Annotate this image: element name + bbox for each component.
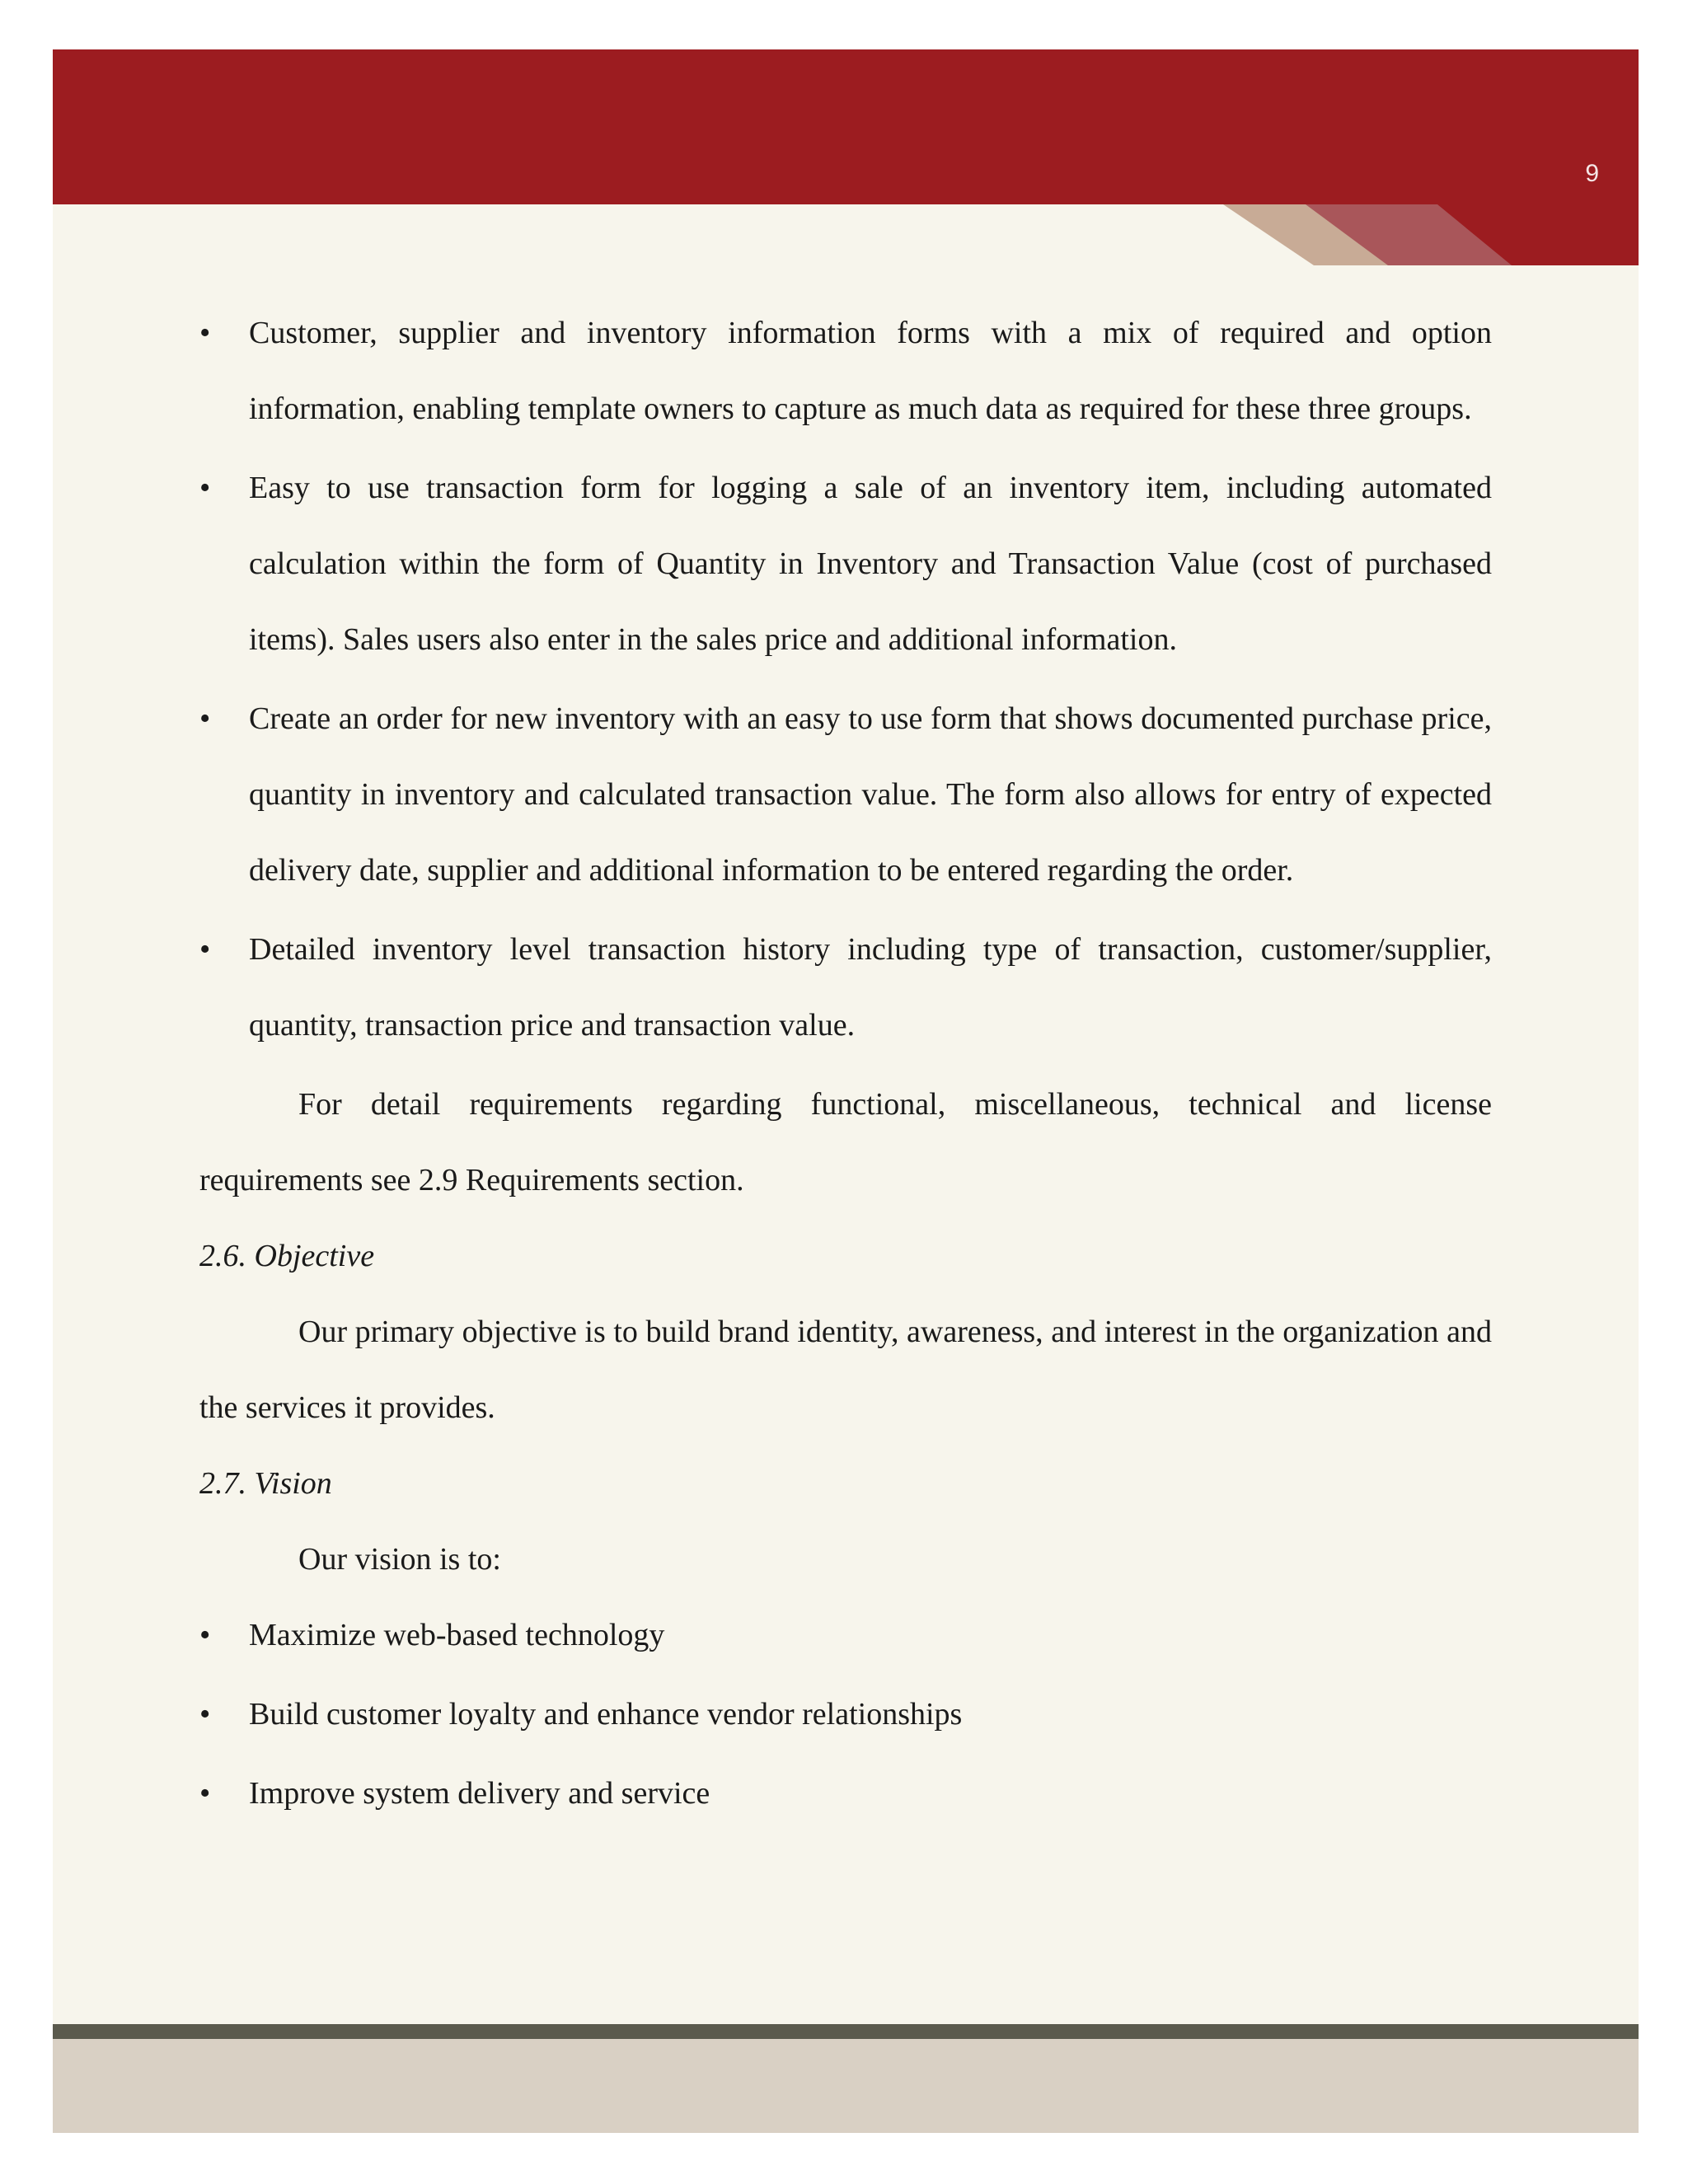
requirements-paragraph: For detail requirements regarding functional, miscellaneous, technical and license requirements see 2.9 Requirements section. bbox=[199, 1087, 1492, 1197]
list-item: • Customer, supplier and inventory information forms with a mix of required and option information, enabling template owners to capture as much data as required for these three groups. bbox=[199, 295, 1492, 447]
document-body bbox=[199, 295, 1492, 1835]
vision-heading: 2.7. Vision bbox=[199, 1466, 332, 1501]
header-decoration bbox=[53, 49, 1639, 272]
list-item: • Easy to use transaction form for logging a sale of an inventory item, including automated calculation within the form of Quantity in Inventory and Transaction Value (cost of purchased items). Sales users also enter in the sales price and additional information. bbox=[199, 450, 1492, 677]
list-item: • Improve system delivery and service bbox=[199, 1755, 1492, 1831]
vision-intro: Our vision is to: bbox=[298, 1542, 501, 1577]
list-item: • Detailed inventory level transaction history including type of transaction, customer/supplier, quantity, transaction price and transaction value. bbox=[199, 912, 1492, 1063]
feature-list bbox=[199, 295, 1492, 1063]
list-item: • Create an order for new inventory with an easy to use form that shows documented purchase price, quantity in inventory and calculated transaction value. The form also allows for entry of expected delivery date, supplier and additional information to be entered regarding the order. bbox=[199, 681, 1492, 908]
objective-heading: 2.6. Objective bbox=[199, 1239, 375, 1273]
page-number: 9 bbox=[1585, 160, 1599, 187]
footer-band bbox=[53, 2039, 1639, 2133]
objective-paragraph: Our primary objective is to build brand identity, awareness, and interest in the organization and the services it provides. bbox=[199, 1315, 1492, 1425]
vision-list bbox=[199, 1597, 1492, 1831]
footer-bar bbox=[53, 2024, 1639, 2039]
list-item: • Maximize web-based technology bbox=[199, 1597, 1492, 1673]
list-item: • Build customer loyalty and enhance vendor relationships bbox=[199, 1676, 1492, 1752]
document-page bbox=[53, 49, 1639, 2133]
